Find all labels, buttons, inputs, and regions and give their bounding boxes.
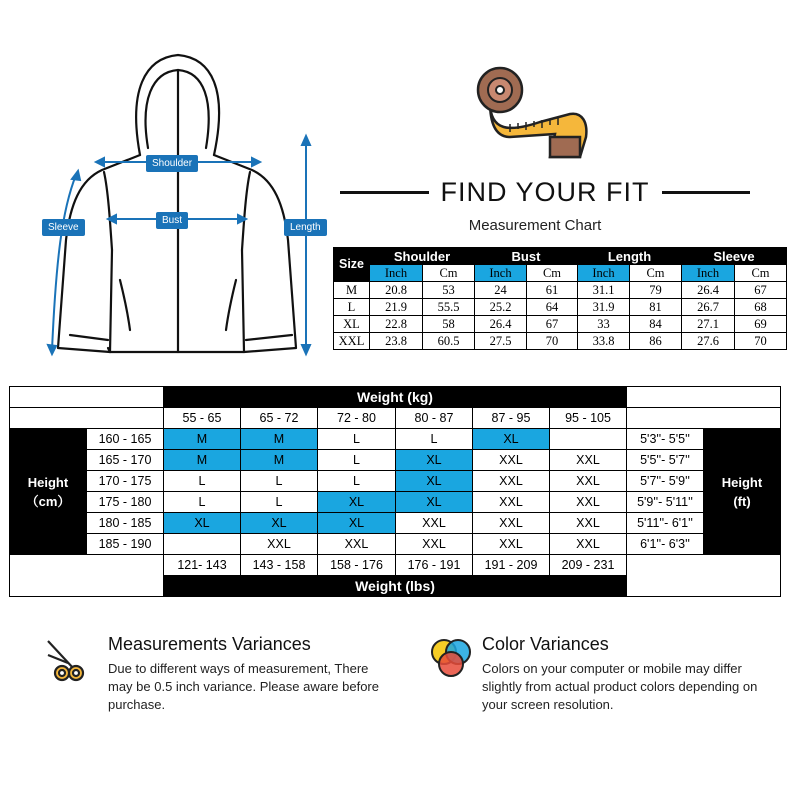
kg-range-cell: 72 - 80 xyxy=(318,408,396,429)
unit-cm: Cm xyxy=(630,265,682,282)
measurement-cell: 55.5 xyxy=(423,299,475,316)
height-ft-label-line1: Height xyxy=(721,474,763,490)
measurement-cell: 67 xyxy=(735,282,787,299)
scissors-icon xyxy=(40,635,90,685)
corner-cell xyxy=(627,387,781,408)
height-cm-range: 185 - 190 xyxy=(87,534,164,555)
height-cm-label xyxy=(10,429,87,555)
measurement-cell: 33 xyxy=(578,316,630,333)
size-cell: L xyxy=(164,471,241,492)
group-header-shoulder: Shoulder xyxy=(370,248,475,265)
unit-inch: Inch xyxy=(475,265,527,282)
height-ft-range: 6'1''- 6'3'' xyxy=(627,534,704,555)
color-variances-title: Color Variances xyxy=(482,634,609,654)
kg-range-cell: 55 - 65 xyxy=(164,408,241,429)
measurement-row xyxy=(334,299,787,316)
measurement-cell: 61 xyxy=(527,282,578,299)
height-ft-range: 5'7''- 5'9'' xyxy=(627,471,704,492)
lbs-range-row xyxy=(10,555,781,576)
height-cm-range: 160 - 165 xyxy=(87,429,164,450)
size-cell: XXL xyxy=(550,534,627,555)
kg-range-cell: 87 - 95 xyxy=(473,408,550,429)
blank-cell xyxy=(10,408,164,429)
measurement-cell: 33.8 xyxy=(578,333,630,350)
size-grid-rows xyxy=(10,429,781,555)
measurement-cell: 69 xyxy=(735,316,787,333)
size-cell: XXL xyxy=(396,513,473,534)
measurement-cell: 68 xyxy=(735,299,787,316)
size-grid-row xyxy=(10,429,781,450)
height-ft-range: 5'5''- 5'7'' xyxy=(627,450,704,471)
measurement-variances-body: Due to different ways of measurement, There may be 0.5 inch variance. Please aware before purchase. xyxy=(108,661,379,712)
size-cell: XXL xyxy=(334,333,370,350)
size-cell: XXL xyxy=(550,492,627,513)
size-cell: XL xyxy=(318,492,396,513)
size-cell: XL xyxy=(318,513,396,534)
blank-cell xyxy=(627,408,781,429)
size-grid-row xyxy=(10,534,781,555)
group-header-length: Length xyxy=(578,248,682,265)
size-grid-row xyxy=(10,492,781,513)
height-ft-label xyxy=(704,429,781,555)
color-wheel-icon xyxy=(426,634,476,684)
size-cell: XXL xyxy=(473,450,550,471)
weight-lbs-title: Weight (lbs) xyxy=(164,576,627,597)
measurement-cell: 60.5 xyxy=(423,333,475,350)
corner-cell xyxy=(10,387,164,408)
height-ft-range: 5'9''- 5'11'' xyxy=(627,492,704,513)
measurement-cell: 26.7 xyxy=(682,299,735,316)
blank-cell xyxy=(10,555,164,597)
height-cm-range: 180 - 185 xyxy=(87,513,164,534)
size-cell: L xyxy=(241,471,318,492)
measurement-cell: 31.9 xyxy=(578,299,630,316)
divider-left xyxy=(340,191,429,194)
size-cell: M xyxy=(241,450,318,471)
size-cell: M xyxy=(164,429,241,450)
size-cell: XXL xyxy=(241,534,318,555)
lbs-range-cell: 191 - 209 xyxy=(473,555,550,576)
size-cell: XXL xyxy=(473,534,550,555)
divider-right xyxy=(662,191,751,194)
size-grid-row xyxy=(10,513,781,534)
shoulder-label: Shoulder xyxy=(146,155,198,172)
size-cell: XXL xyxy=(473,471,550,492)
group-header-sleeve: Sleeve xyxy=(682,248,787,265)
size-cell: XXL xyxy=(550,513,627,534)
size-cell: XXL xyxy=(318,534,396,555)
jacket-outline xyxy=(0,30,340,370)
height-ft-range: 5'11''- 6'1'' xyxy=(627,513,704,534)
size-grid xyxy=(9,386,781,597)
size-grid-row xyxy=(10,471,781,492)
size-cell: L xyxy=(334,299,370,316)
weight-kg-title: Weight (kg) xyxy=(164,387,627,408)
lbs-range-cell: 176 - 191 xyxy=(396,555,473,576)
page-title: FIND YOUR FIT xyxy=(440,176,650,207)
size-cell xyxy=(164,534,241,555)
size-cell: XL xyxy=(334,316,370,333)
lbs-range-cell: 121- 143 xyxy=(164,555,241,576)
size-cell: XL xyxy=(396,492,473,513)
measurement-cell: 70 xyxy=(527,333,578,350)
length-label: Length xyxy=(284,219,327,236)
measurement-cell: 21.9 xyxy=(370,299,423,316)
tape-measure-icon xyxy=(470,62,590,162)
lbs-range-cell: 158 - 176 xyxy=(318,555,396,576)
size-cell xyxy=(550,429,627,450)
measurement-variances-title: Measurements Variances xyxy=(108,634,311,654)
height-cm-range: 165 - 170 xyxy=(87,450,164,471)
measurement-row xyxy=(334,316,787,333)
measurement-cell: 22.8 xyxy=(370,316,423,333)
size-cell: L xyxy=(164,492,241,513)
size-cell: XL xyxy=(473,429,550,450)
kg-range-cell: 65 - 72 xyxy=(241,408,318,429)
size-cell: L xyxy=(241,492,318,513)
measurement-cell: 23.8 xyxy=(370,333,423,350)
measurement-cell: 24 xyxy=(475,282,527,299)
size-cell: M xyxy=(164,450,241,471)
size-header: Size xyxy=(334,248,370,282)
blank-cell xyxy=(627,555,781,597)
size-cell: XXL xyxy=(396,534,473,555)
measurement-cell: 70 xyxy=(735,333,787,350)
size-grid-row xyxy=(10,450,781,471)
unit-cm: Cm xyxy=(735,265,787,282)
size-cell: L xyxy=(318,471,396,492)
measurement-cell: 27.5 xyxy=(475,333,527,350)
color-variances-body: Colors on your computer or mobile may differ slightly from actual product colors depending on your screen resolution. xyxy=(482,661,758,712)
measurement-row xyxy=(334,282,787,299)
find-your-fit-heading xyxy=(340,172,750,212)
height-cm-range: 170 - 175 xyxy=(87,471,164,492)
height-ft-range: 5'3''- 5'5'' xyxy=(627,429,704,450)
measurement-cell: 53 xyxy=(423,282,475,299)
measurement-cell: 25.2 xyxy=(475,299,527,316)
measurement-cell: 86 xyxy=(630,333,682,350)
measurement-cell: 26.4 xyxy=(682,282,735,299)
size-cell: XL xyxy=(396,450,473,471)
size-cell: M xyxy=(334,282,370,299)
measurement-chart-subtitle: Measurement Chart xyxy=(468,217,602,234)
measurement-row xyxy=(334,333,787,350)
measurement-cell: 67 xyxy=(527,316,578,333)
size-cell: L xyxy=(396,429,473,450)
measurement-cell: 31.1 xyxy=(578,282,630,299)
measurement-cell: 20.8 xyxy=(370,282,423,299)
measurement-cell: 64 xyxy=(527,299,578,316)
height-cm-label-line2: （cm） xyxy=(25,493,71,509)
unit-inch: Inch xyxy=(682,265,735,282)
measurement-cell: 27.6 xyxy=(682,333,735,350)
measurement-cell: 84 xyxy=(630,316,682,333)
size-cell: L xyxy=(318,429,396,450)
unit-inch: Inch xyxy=(370,265,423,282)
unit-inch: Inch xyxy=(578,265,630,282)
measurement-cell: 58 xyxy=(423,316,475,333)
measurement-cell: 79 xyxy=(630,282,682,299)
kg-range-cell: 80 - 87 xyxy=(396,408,473,429)
size-cell: XXL xyxy=(550,471,627,492)
size-cell: L xyxy=(318,450,396,471)
unit-cm: Cm xyxy=(423,265,475,282)
kg-range-cell: 95 - 105 xyxy=(550,408,627,429)
kg-range-row xyxy=(10,408,781,429)
height-cm-label-line1: Height xyxy=(27,474,69,490)
measurement-cell: 26.4 xyxy=(475,316,527,333)
size-cell: XL xyxy=(241,513,318,534)
size-cell: XXL xyxy=(473,513,550,534)
lbs-range-cell: 209 - 231 xyxy=(550,555,627,576)
size-cell: XL xyxy=(164,513,241,534)
measurement-rows xyxy=(334,282,787,350)
sleeve-label: Sleeve xyxy=(42,219,85,236)
size-cell: XL xyxy=(396,471,473,492)
size-cell: XXL xyxy=(550,450,627,471)
group-header-bust: Bust xyxy=(475,248,578,265)
jacket-illustration xyxy=(0,30,340,370)
height-ft-label-line2: (ft) xyxy=(733,493,751,509)
size-cell: M xyxy=(241,429,318,450)
measurement-cell: 81 xyxy=(630,299,682,316)
measurement-table xyxy=(333,247,787,350)
measurement-cell: 27.1 xyxy=(682,316,735,333)
bust-label: Bust xyxy=(156,212,188,229)
height-cm-range: 175 - 180 xyxy=(87,492,164,513)
lbs-range-cell: 143 - 158 xyxy=(241,555,318,576)
unit-cm: Cm xyxy=(527,265,578,282)
size-cell: XXL xyxy=(473,492,550,513)
